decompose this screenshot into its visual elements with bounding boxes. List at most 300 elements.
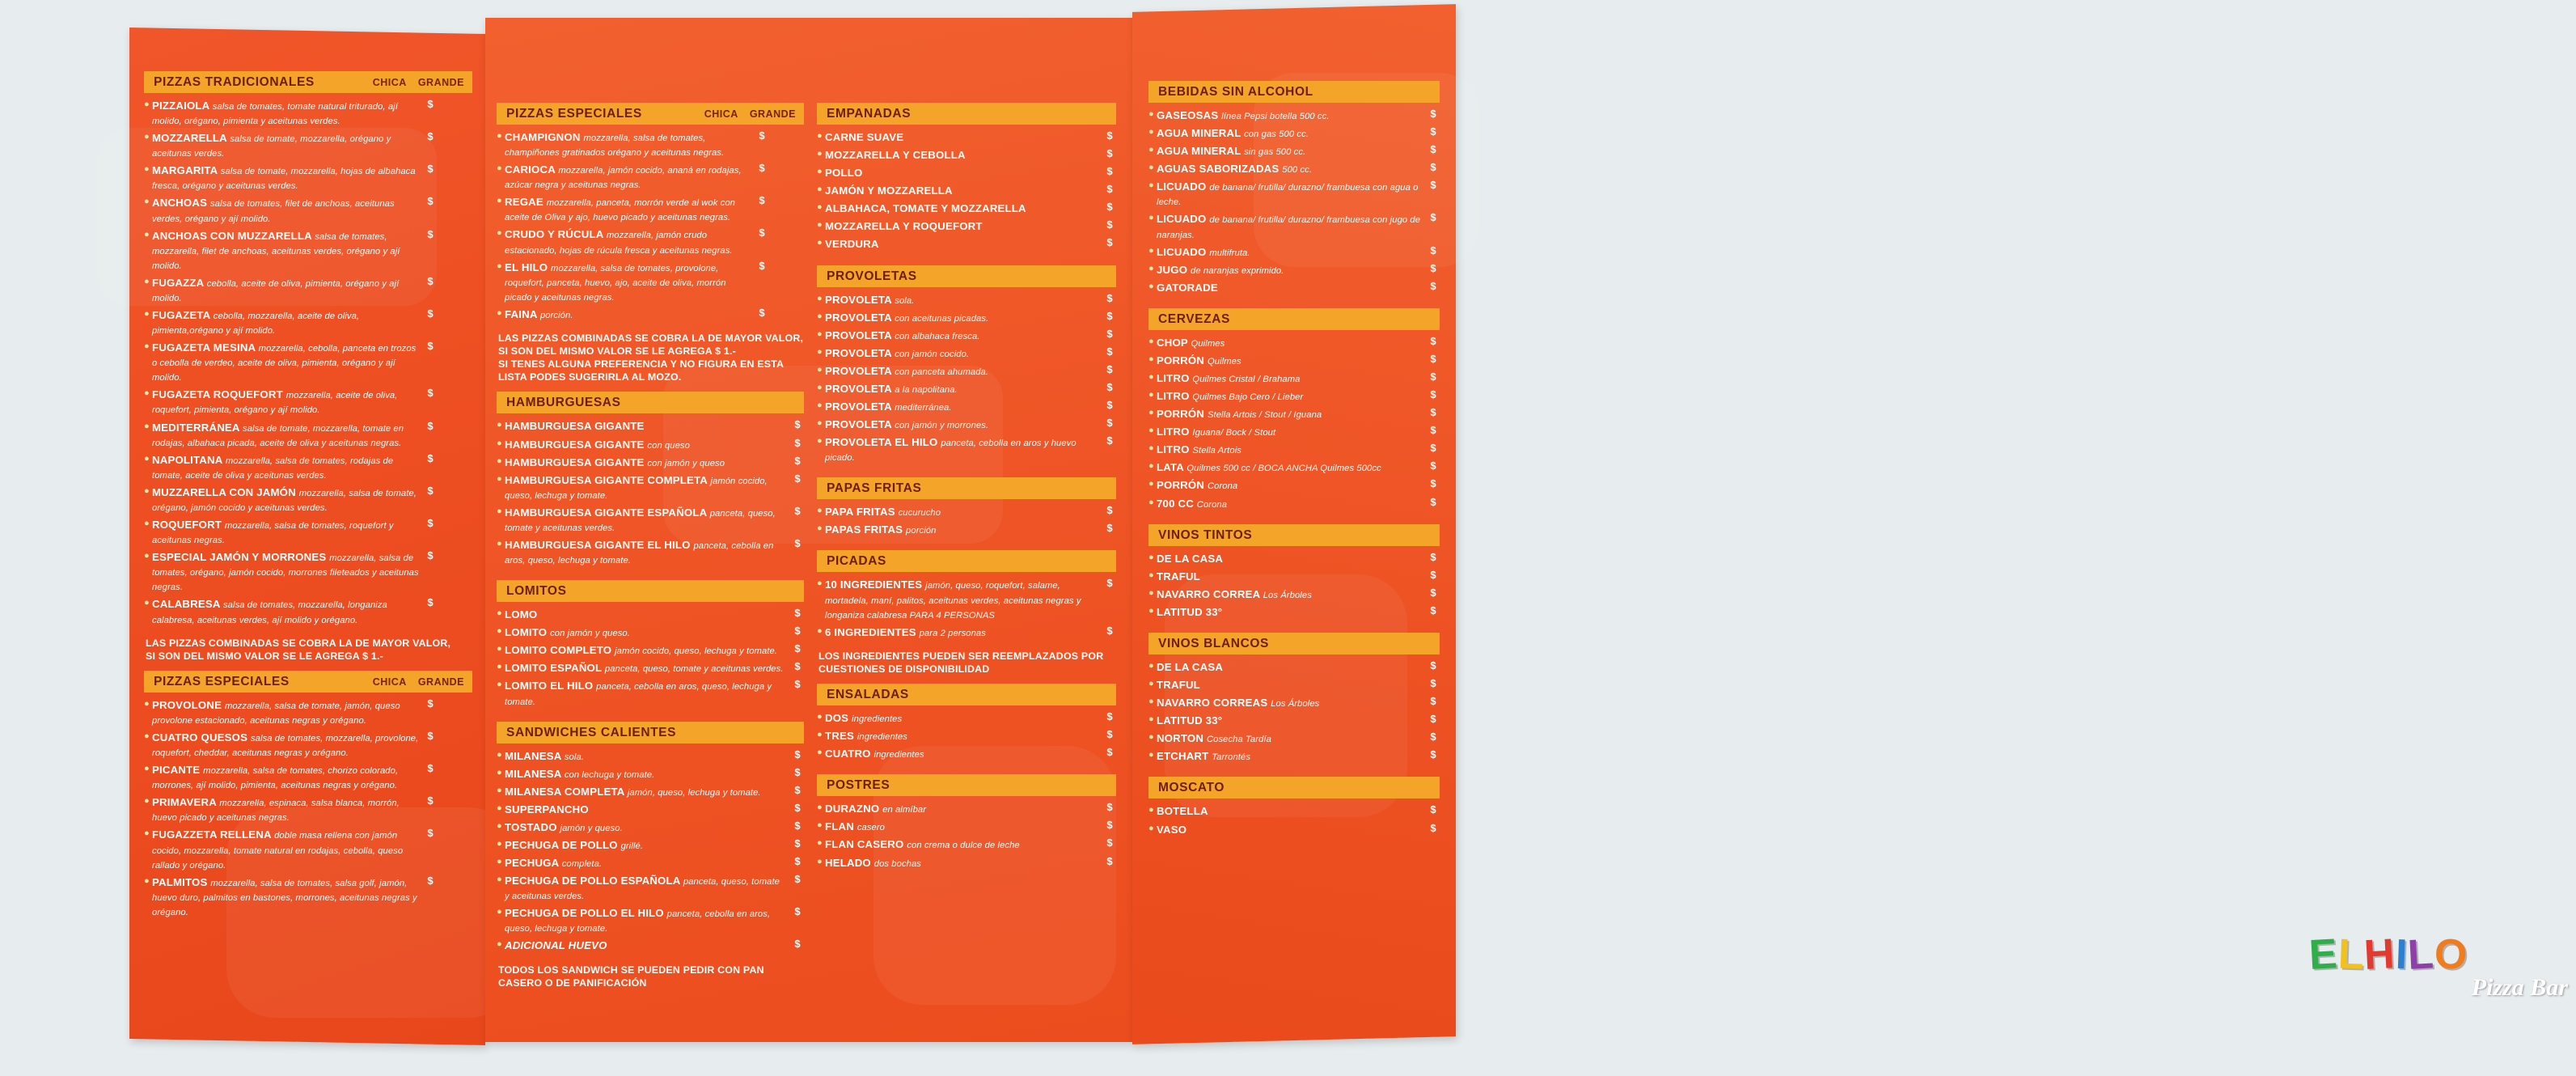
- menu-item[interactable]: [497, 438, 804, 455]
- menu-item-text: [505, 608, 791, 622]
- menu-item[interactable]: [1148, 587, 1440, 605]
- menu-item-name: FAINA: [505, 307, 540, 320]
- bullet-icon: ●: [817, 418, 823, 429]
- section-header: [1148, 777, 1440, 799]
- menu-item-text: [152, 795, 424, 824]
- menu-item-name: PROVOLETA EL HILO: [825, 436, 941, 449]
- menu-item[interactable]: [144, 518, 472, 550]
- menu-item-description: mediterránea.: [895, 403, 952, 413]
- panel-right: [1132, 4, 2568, 1044]
- section-header: [1148, 524, 1440, 546]
- bullet-icon: ●: [144, 598, 150, 608]
- size-columns: CHICA GRANDE: [372, 77, 464, 88]
- menu-item[interactable]: [817, 417, 1116, 435]
- menu-item-text: [152, 131, 424, 160]
- menu-item-name: 6 INGREDIENTES: [825, 625, 920, 638]
- menu-item[interactable]: [1148, 660, 1440, 678]
- menu-item-name: PROVOLETA: [825, 400, 895, 413]
- menu-item[interactable]: [1148, 108, 1440, 126]
- menu-item[interactable]: [817, 148, 1116, 166]
- menu-item-description: dos bochas: [873, 858, 921, 869]
- menu-item-description: Los Árboles: [1263, 590, 1312, 600]
- menu-item-description: panceta, cebolla en aros y huevo picado.: [825, 438, 1077, 464]
- menu-item-name: HAMBURGUESA GIGANTE: [505, 438, 648, 451]
- menu-item[interactable]: [817, 505, 1116, 523]
- bullet-icon: ●: [817, 712, 823, 722]
- menu-item-description: Stella Artois / Stout / Iguana: [1207, 410, 1322, 421]
- section-items: [817, 711, 1116, 765]
- bullet-icon: ●: [497, 626, 502, 637]
- bullet-icon: ●: [817, 436, 823, 447]
- menu-item[interactable]: [1148, 570, 1440, 587]
- menu-item-price: $: [1430, 821, 1436, 834]
- menu-item[interactable]: [144, 550, 472, 597]
- menu-item[interactable]: [1148, 180, 1440, 212]
- menu-item[interactable]: [497, 455, 804, 473]
- menu-item[interactable]: [817, 130, 1116, 148]
- menu-item-text: [505, 455, 791, 470]
- menu-item[interactable]: [1148, 425, 1440, 443]
- menu-item[interactable]: [144, 485, 472, 518]
- menu-item-description: Quilmes Bajo Cero / Lieber: [1192, 392, 1304, 403]
- bullet-icon: ●: [497, 228, 502, 239]
- menu-item[interactable]: [144, 99, 472, 131]
- menu-item[interactable]: [817, 578, 1116, 625]
- menu-item-text: [1157, 180, 1427, 209]
- menu-item-text: [1157, 823, 1427, 837]
- bullet-icon: ●: [497, 857, 502, 867]
- bullet-icon: ●: [144, 698, 150, 709]
- menu-item[interactable]: [1148, 714, 1440, 731]
- menu-item-price: $: [1430, 261, 1436, 274]
- menu-item[interactable]: [1148, 371, 1440, 389]
- menu-item-description: ingredientes: [852, 714, 903, 725]
- menu-item-text: [505, 625, 791, 640]
- menu-item-name: FUGAZZA: [152, 276, 207, 289]
- menu-item[interactable]: [1148, 552, 1440, 570]
- menu-item[interactable]: [144, 229, 472, 276]
- menu-item-name: NAPOLITANA: [152, 453, 226, 466]
- menu-item-text: [152, 550, 424, 594]
- menu-item-text: [152, 229, 424, 273]
- menu-item-text: [505, 874, 791, 903]
- menu-item[interactable]: [497, 195, 804, 227]
- menu-item[interactable]: [1148, 731, 1440, 749]
- menu-item-description: salsa de tomates, mozzarella, longaniza calabresa, aceitunas verdes, ají molido y orégano.: [152, 600, 387, 625]
- menu-item[interactable]: [1148, 245, 1440, 263]
- menu-item[interactable]: [1148, 126, 1440, 144]
- menu-item-price: $: [427, 517, 434, 530]
- menu-item-name: 700 CC: [1157, 497, 1197, 510]
- section-items: [1148, 108, 1440, 299]
- spacer: [1148, 767, 1440, 777]
- bullet-icon: ●: [497, 196, 502, 206]
- menu-item-name: GASEOSAS: [1157, 109, 1222, 121]
- menu-item[interactable]: [497, 608, 804, 625]
- menu-item-price: $: [1430, 803, 1436, 816]
- section-title: MOSCATO: [1158, 781, 1225, 795]
- menu-item-price: $: [1430, 586, 1436, 599]
- menu-item-text: [1157, 552, 1427, 566]
- menu-item-text: [825, 166, 1103, 180]
- bullet-icon: ●: [817, 149, 823, 159]
- menu-item[interactable]: [1148, 263, 1440, 281]
- menu-item-name: MUZZARELLA CON JAMÓN: [152, 485, 299, 498]
- section-header: [497, 722, 804, 743]
- menu-item-price: $: [427, 130, 434, 143]
- menu-item-description: jamón cocido, queso, lechuga y tomate.: [505, 476, 768, 501]
- menu-item[interactable]: [817, 237, 1116, 255]
- menu-item-price: $: [759, 194, 765, 207]
- menu-item-description: mozzarella, jamón cocido, ananá en rodajas, azúcar negra y aceitunas negras.: [505, 166, 742, 191]
- menu-item-text: [505, 307, 755, 322]
- menu-item-description: con panceta ahumada.: [895, 366, 989, 377]
- menu-item-price: $: [427, 340, 434, 353]
- menu-item[interactable]: [144, 453, 472, 485]
- menu-item[interactable]: [144, 276, 472, 308]
- menu-item-price: $: [1106, 710, 1113, 723]
- bullet-icon: ●: [817, 803, 823, 813]
- menu-item[interactable]: [817, 382, 1116, 400]
- bullet-icon: ●: [1148, 127, 1154, 138]
- menu-item-name: VASO: [1157, 823, 1187, 836]
- menu-item-price: $: [1106, 854, 1113, 867]
- menu-item[interactable]: [1148, 281, 1440, 299]
- menu-item[interactable]: [497, 163, 804, 195]
- bullet-icon: ●: [817, 578, 823, 589]
- menu-item[interactable]: [497, 820, 804, 838]
- menu-item-description: cucurucho: [898, 508, 941, 519]
- bullet-icon: ●: [497, 803, 502, 813]
- menu-item[interactable]: [497, 261, 804, 307]
- menu-item[interactable]: [817, 328, 1116, 346]
- bullet-icon: ●: [144, 828, 150, 839]
- section-title: PIZZAS ESPECIALES: [506, 107, 642, 121]
- menu-item-name: HAMBURGUESA GIGANTE EL HILO: [505, 538, 694, 551]
- section-items: [497, 419, 804, 570]
- menu-item-text: [1157, 407, 1427, 422]
- menu-item-description: panceta, queso, tomate y aceitunas verdes.: [505, 508, 776, 533]
- bullet-icon: ●: [1148, 245, 1154, 256]
- menu-item-price: $: [1106, 399, 1113, 412]
- section-title: POSTRES: [827, 778, 890, 793]
- menu-item-description: de banana/ frutilla/ durazno/ frambuesa con jugo de naranjas.: [1157, 215, 1421, 240]
- menu-item-description: porción.: [539, 310, 573, 320]
- menu-item[interactable]: [1148, 749, 1440, 767]
- menu-item[interactable]: [497, 856, 804, 874]
- section-title: SANDWICHES CALIENTES: [506, 725, 677, 739]
- menu-item[interactable]: [1148, 336, 1440, 354]
- menu-item-description: mozzarella, salsa de tomates, provolone, roquefort, panceta, huevo, ajo, aceite de oliva, morrón picado y aceitunas negras.: [505, 263, 726, 303]
- menu-item[interactable]: [1148, 823, 1440, 841]
- menu-item[interactable]: [497, 473, 804, 506]
- menu-item-text: [152, 828, 424, 871]
- menu-item-name: FLAN: [825, 820, 857, 833]
- menu-item[interactable]: [1148, 354, 1440, 371]
- menu-item-description: salsa de tomates, mozzarella, provolone, roquefort, cheddar, aceitunas negras y orégano.: [152, 733, 419, 759]
- menu-item[interactable]: [144, 388, 472, 420]
- menu-item[interactable]: [497, 785, 804, 803]
- menu-item[interactable]: [497, 625, 804, 643]
- menu-item[interactable]: [144, 421, 472, 453]
- menu-item-text: [152, 875, 424, 919]
- menu-item-name: TRES: [825, 730, 857, 743]
- spacer: [144, 922, 472, 932]
- menu-item-price: $: [1430, 550, 1436, 563]
- bullet-icon: ●: [497, 662, 502, 672]
- bullet-icon: ●: [1148, 679, 1154, 689]
- menu-item-text: [825, 625, 1103, 640]
- menu-item-description: salsa de tomates, mozzarella, filet de anchoas, aceitunas verdes, orégano y ají molido.: [152, 231, 400, 271]
- menu-item[interactable]: [497, 874, 804, 906]
- menu-item[interactable]: [1148, 144, 1440, 162]
- section-note: LAS PIZZAS COMBINADAS SE COBRA LA DE MAYOR VALOR, SI SON DEL MISMO VALOR SE LE AGREGA $ 1.- SI TENES ALGUNA PREFERENCIA Y NO FIGURA EN ESTA LISTA PODES SUGERIRLA AL MOZO.: [498, 332, 804, 383]
- menu-item[interactable]: [1148, 443, 1440, 460]
- menu-item[interactable]: [497, 906, 804, 938]
- menu-item-text: [152, 698, 424, 727]
- section-items: [144, 99, 472, 630]
- menu-item-text: [825, 130, 1103, 145]
- section-items: [497, 130, 804, 325]
- menu-item[interactable]: [1148, 497, 1440, 515]
- menu-item-name: TRAFUL: [1157, 679, 1200, 692]
- bullet-icon: ●: [1148, 145, 1154, 155]
- bullet-icon: ●: [817, 311, 823, 321]
- menu-item-name: PORRÓN: [1157, 354, 1208, 366]
- menu-item-price: $: [794, 418, 801, 431]
- menu-item-price: $: [427, 827, 434, 840]
- menu-item-price: $: [1106, 577, 1113, 590]
- menu-item[interactable]: [817, 400, 1116, 417]
- menu-item[interactable]: [144, 828, 472, 875]
- menu-item[interactable]: [1148, 407, 1440, 425]
- menu-item[interactable]: [817, 364, 1116, 382]
- menu-item-text: [1157, 371, 1427, 386]
- spacer: [817, 765, 1116, 774]
- menu-item-description: Corona: [1207, 481, 1238, 492]
- bullet-icon: ●: [144, 796, 150, 807]
- menu-item-name: MILANESA: [505, 767, 565, 780]
- menu-item[interactable]: [144, 308, 472, 341]
- logo-wordmark: [2309, 930, 2576, 979]
- menu-item-name: ROQUEFORT: [152, 519, 225, 532]
- section-items: [1148, 336, 1440, 515]
- menu-item-text: [1157, 245, 1427, 260]
- menu-item[interactable]: [1148, 212, 1440, 244]
- menu-item-description: grillé.: [620, 841, 644, 851]
- menu-item[interactable]: [144, 196, 472, 228]
- bullet-icon: ●: [497, 261, 502, 271]
- bullet-icon: ●: [817, 820, 823, 831]
- menu-item[interactable]: [144, 875, 472, 922]
- menu-item-name: CALABRESA: [152, 598, 223, 611]
- menu-item[interactable]: [817, 820, 1116, 837]
- menu-item-name: MILANESA: [505, 749, 565, 762]
- menu-item-description: mozzarella, salsa de tomates, rodajas de tomate, aceite de oliva y aceitunas verdes.: [152, 455, 394, 481]
- menu-item-text: [825, 856, 1103, 871]
- menu-item[interactable]: [817, 201, 1116, 219]
- menu-item[interactable]: [817, 166, 1116, 184]
- menu-item[interactable]: [1148, 696, 1440, 714]
- menu-item-text: [825, 747, 1103, 761]
- section-title: PIZZAS ESPECIALES: [154, 674, 290, 688]
- section-header: [1148, 308, 1440, 330]
- menu-item-text: [1157, 281, 1427, 295]
- menu-item[interactable]: [817, 293, 1116, 311]
- menu-item[interactable]: [144, 795, 472, 828]
- menu-item[interactable]: [497, 643, 804, 661]
- menu-item-price: $: [794, 748, 801, 760]
- menu-item[interactable]: [817, 219, 1116, 237]
- menu-item[interactable]: [817, 311, 1116, 328]
- menu-item[interactable]: [144, 731, 472, 763]
- menu-item[interactable]: [1148, 804, 1440, 822]
- menu-item[interactable]: [144, 163, 472, 196]
- menu-item-price: $: [1430, 659, 1436, 671]
- bullet-icon: ●: [817, 382, 823, 392]
- menu-item[interactable]: [497, 130, 804, 163]
- menu-item[interactable]: [144, 341, 472, 388]
- menu-item[interactable]: [1148, 605, 1440, 623]
- menu-item-name: POLLO: [825, 167, 863, 180]
- menu-item[interactable]: [497, 538, 804, 570]
- menu-item[interactable]: [497, 749, 804, 767]
- menu-item[interactable]: [817, 346, 1116, 364]
- bullet-icon: ●: [817, 364, 823, 375]
- menu-item-text: [825, 219, 1103, 234]
- menu-item-price: $: [427, 419, 434, 432]
- menu-item-name: PROVOLETA: [825, 364, 895, 377]
- menu-item-price: $: [1430, 161, 1436, 174]
- bullet-icon: ●: [1148, 605, 1154, 616]
- bullet-icon: ●: [497, 420, 502, 430]
- bullet-icon: ●: [144, 764, 150, 774]
- menu-item[interactable]: [817, 729, 1116, 747]
- menu-item[interactable]: [1148, 478, 1440, 496]
- menu-item-name: PICANTE: [152, 764, 204, 777]
- section-header: [1148, 633, 1440, 654]
- menu-item-description: Tarrontés: [1212, 752, 1251, 763]
- menu-item-name: ANCHOAS: [152, 197, 210, 210]
- menu-item-name: TOSTADO: [505, 820, 560, 833]
- menu-item-name: PROVOLETA: [825, 328, 895, 341]
- menu-item[interactable]: [144, 131, 472, 163]
- menu-item-text: [825, 382, 1103, 396]
- section-note: LAS PIZZAS COMBINADAS SE COBRA LA DE MAYOR VALOR, SI SON DEL MISMO VALOR SE LE AGREGA $ 1.-: [146, 637, 451, 662]
- bullet-icon: ●: [497, 506, 502, 516]
- menu-item[interactable]: [497, 803, 804, 820]
- menu-item[interactable]: [497, 838, 804, 856]
- menu-item-name: PRIMAVERA: [152, 796, 220, 809]
- menu-item[interactable]: [817, 802, 1116, 820]
- menu-item-price: $: [1430, 477, 1436, 490]
- menu-item-price: $: [1106, 236, 1113, 249]
- menu-item-text: [825, 148, 1103, 163]
- menu-item-name: EL HILO: [505, 261, 552, 273]
- menu-item[interactable]: [1148, 389, 1440, 407]
- menu-item-name: PROVOLETA: [825, 346, 895, 359]
- spacer: [817, 256, 1116, 265]
- menu-item-name: LITRO: [1157, 426, 1193, 438]
- menu-item-text: [152, 196, 424, 225]
- menu-item[interactable]: [144, 763, 472, 795]
- menu-item-name: LOMITO EL HILO: [505, 680, 597, 693]
- menu-item-name: PROVOLETA: [825, 418, 895, 431]
- menu-item[interactable]: [817, 856, 1116, 874]
- menu-item-description: mozzarella, salsa de tomates, roquefort y aceitunas negras.: [152, 521, 394, 546]
- spacer: [1148, 623, 1440, 633]
- menu-item[interactable]: [497, 661, 804, 679]
- menu-item[interactable]: [1148, 460, 1440, 478]
- menu-item[interactable]: [817, 837, 1116, 855]
- menu-item-text: [505, 679, 791, 708]
- bullet-icon: ●: [1148, 336, 1154, 346]
- bullet-icon: ●: [1148, 281, 1154, 291]
- menu-item-text: [825, 729, 1103, 743]
- menu-item-text: [1157, 108, 1427, 123]
- bullet-icon: ●: [1148, 805, 1154, 815]
- menu-item-price: $: [427, 274, 434, 287]
- menu-item-price: $: [1106, 624, 1113, 637]
- menu-item-description: Quilmes Cristal / Brahama: [1192, 375, 1301, 385]
- menu-item-description: mozzarella, cebolla, panceta en trozos o cebolla de verdeo, aceite de oliva, pimienta, orégano y ají molido.: [152, 344, 417, 383]
- menu-item[interactable]: [817, 625, 1116, 643]
- section-items: [497, 749, 804, 957]
- menu-item-text: [1157, 804, 1427, 819]
- menu-item[interactable]: [817, 435, 1116, 468]
- spacer: [817, 874, 1116, 883]
- menu-item-description: mozzarella, salsa de tomates, champiñones gratinados orégano y aceitunas negras.: [505, 133, 725, 159]
- menu-item[interactable]: [497, 227, 804, 260]
- menu-item[interactable]: [817, 711, 1116, 729]
- menu-item[interactable]: [817, 184, 1116, 201]
- menu-item[interactable]: [1148, 162, 1440, 180]
- menu-item-text: [1157, 714, 1427, 728]
- menu-item[interactable]: [144, 698, 472, 731]
- menu-item[interactable]: [497, 419, 804, 437]
- menu-item-price: $: [1106, 417, 1113, 430]
- bullet-icon: ●: [497, 767, 502, 777]
- menu-item[interactable]: [497, 307, 804, 325]
- menu-item-name: NAVARRO CORREAS: [1157, 697, 1271, 710]
- section-items: [144, 698, 472, 922]
- menu-item-description: Quilmes: [1207, 356, 1241, 366]
- spacer: [1148, 841, 1440, 850]
- menu-item[interactable]: [817, 747, 1116, 765]
- menu-item-name: LITRO: [1157, 372, 1193, 385]
- menu-item-text: [152, 763, 424, 792]
- menu-item[interactable]: [497, 506, 804, 538]
- menu-item-price: $: [427, 794, 434, 807]
- menu-item-price: $: [794, 625, 801, 638]
- menu-item-text: [1157, 731, 1427, 746]
- menu-item[interactable]: [1148, 678, 1440, 696]
- menu-item-name: LICUADO: [1157, 180, 1210, 193]
- menu-item-name: LATITUD 33°: [1157, 605, 1223, 618]
- menu-item-price: $: [427, 596, 434, 609]
- menu-item[interactable]: [817, 523, 1116, 540]
- bullet-icon: ●: [817, 506, 823, 516]
- menu-item[interactable]: [497, 679, 804, 711]
- bullet-icon: ●: [1148, 461, 1154, 472]
- menu-item-text: [1157, 660, 1427, 675]
- menu-item[interactable]: [497, 767, 804, 785]
- menu-item-name: LATA: [1157, 461, 1187, 474]
- menu-item[interactable]: [144, 597, 472, 629]
- menu-item-description: mozzarella, jamón crudo estacionado, hojas de rúcula fresca y aceitunas negras.: [505, 231, 733, 256]
- menu-item[interactable]: [497, 938, 804, 956]
- menu-item-price: $: [1106, 345, 1113, 358]
